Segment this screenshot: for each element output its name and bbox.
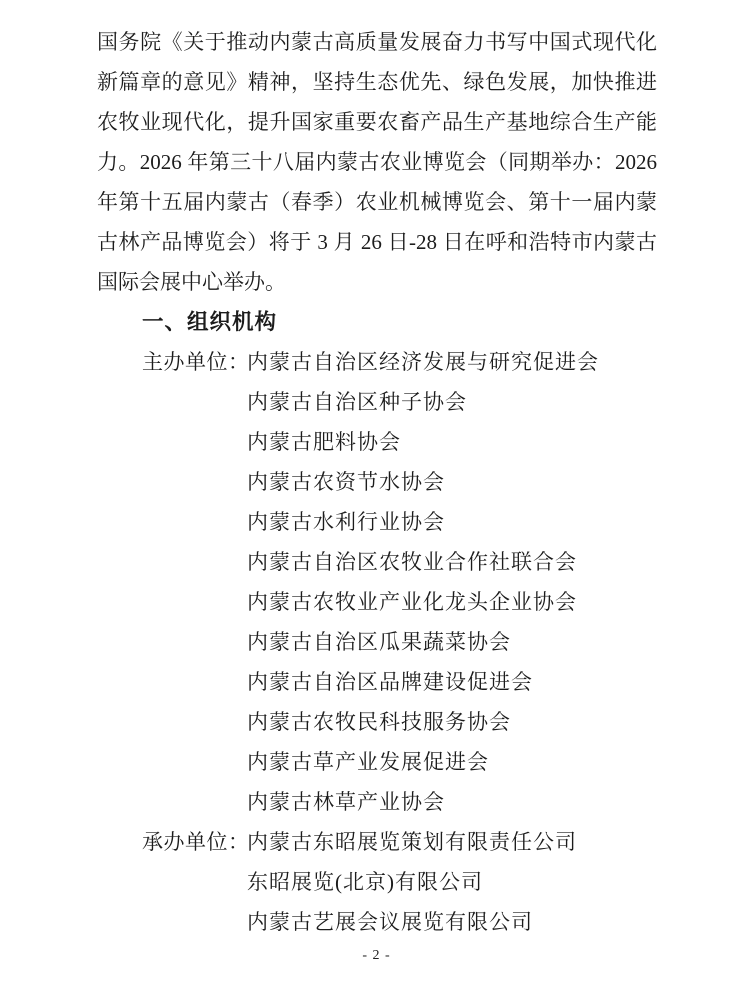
paragraph-line: 力。2026 年第三十八届内蒙古农业博览会（同期举办：2026: [97, 150, 657, 174]
company-item: 东昭展览(北京)有限公司: [247, 870, 483, 894]
undertaker-companies-group: [142, 822, 577, 942]
host-items: [247, 342, 599, 822]
host-label: 主办单位：: [142, 350, 250, 374]
organization-item: 内蒙古水利行业协会: [247, 510, 445, 534]
company-item: 内蒙古艺展会议展览有限公司: [247, 910, 533, 934]
paragraph-line: 国务院《关于推动内蒙古高质量发展奋力书写中国式现代化: [97, 30, 657, 54]
paragraph-line: 新篇章的意见》精神，坚持生态优先、绿色发展，加快推进: [97, 70, 657, 94]
undertaker-items: [247, 822, 577, 942]
organization-item: 内蒙古农牧民科技服务协会: [247, 710, 511, 734]
organization-item: 内蒙古自治区种子协会: [247, 390, 467, 414]
section-heading: 一、组织机构: [142, 310, 278, 334]
paragraph-line: 古林产品博览会）将于 3 月 26 日-28 日在呼和浩特市内蒙古: [97, 230, 657, 254]
organization-item: 内蒙古草产业发展促进会: [247, 750, 489, 774]
organization-item: 内蒙古肥料协会: [247, 430, 401, 454]
organization-item: 内蒙古林草产业协会: [247, 790, 445, 814]
undertaker-label: 承办单位：: [142, 830, 250, 854]
host-organizations-group: [142, 342, 599, 822]
organization-item: 内蒙古自治区品牌建设促进会: [247, 670, 533, 694]
organization-item: 内蒙古自治区瓜果蔬菜协会: [247, 630, 511, 654]
organization-item: 内蒙古农资节水协会: [247, 470, 445, 494]
paragraph-line: 国际会展中心举办。: [97, 270, 286, 294]
company-item: 内蒙古东昭展览策划有限责任公司: [247, 830, 577, 854]
paragraph-line: 农牧业现代化，提升国家重要农畜产品生产基地综合生产能: [97, 110, 657, 134]
paragraph-line: 年第十五届内蒙古（春季）农业机械博览会、第十一届内蒙: [97, 190, 657, 214]
organization-item: 内蒙古自治区农牧业合作社联合会: [247, 550, 577, 574]
organization-item: 内蒙古农牧业产业化龙头企业协会: [247, 590, 577, 614]
page-number: - 2 -: [362, 948, 391, 963]
body-paragraph: [97, 22, 657, 302]
organization-item: 内蒙古自治区经济发展与研究促进会: [247, 350, 599, 374]
